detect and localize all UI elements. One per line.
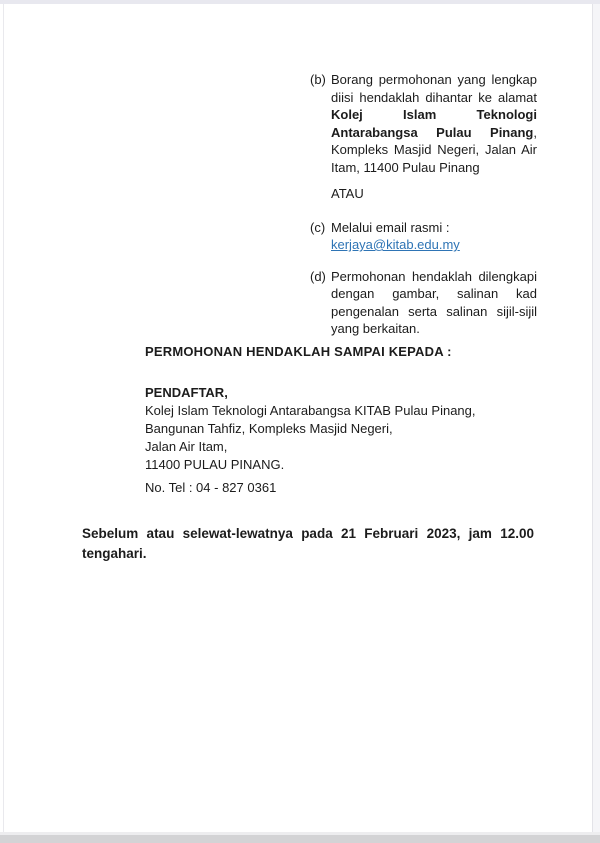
email-link[interactable]: kerjaya@kitab.edu.my [331,237,460,252]
list-item-d-marker: (d) [310,268,326,284]
list-item-b-text-before: Borang permohonan yang lengkap diisi hendaklah dihantar ke alamat [331,72,537,105]
or-separator: ATAU [331,186,364,201]
address-line-1: Kolej Islam Teknologi Antarabangsa KITAB Pulau Pinang, [145,403,476,418]
send-to-heading: PERMOHONAN HENDAKLAH SAMPAI KEPADA : [145,344,452,359]
recipient-title: PENDAFTAR, [145,385,228,400]
page-edge-top [0,0,600,4]
address-line-2: Bangunan Tahfiz, Kompleks Masjid Negeri, [145,421,393,436]
address-line-4: 11400 PULAU PINANG. [145,457,285,472]
list-item-c-marker: (c) [310,219,326,235]
list-item-d [310,268,537,338]
list-item-b-text-after: , Kompleks Masjid Negeri, Jalan Air Itam, 11400 Pulau Pinang [331,124,537,175]
list-item-b-college-name: Kolej Islam Teknologi Antarabangsa Pulau Pinang [331,107,537,140]
recipient-address-block [145,384,476,474]
list-item-b [310,71,537,176]
submission-methods-list [310,71,537,338]
list-item-c [310,219,537,254]
address-line-3: Jalan Air Itam, [145,439,228,454]
list-item-b-marker: (b) [310,72,326,87]
page-edge-right-margin [593,4,600,832]
page-edge-right [592,4,593,832]
list-item-d-text: Permohonan hendaklah dilengkapi dengan gambar, salinan kad pengenalan serta salinan sijil-sijil yang berkaitan. [331,268,537,336]
list-item-c-label: Melalui email rasmi : [331,219,450,235]
deadline-statement: Sebelum atau selewat-lewatnya pada 21 Februari 2023, jam 12.00 tengahari. [82,526,534,561]
page-edge-bottom [0,835,600,843]
phone-number: No. Tel : 04 - 827 0361 [145,480,277,495]
page-edge-left [3,4,4,832]
